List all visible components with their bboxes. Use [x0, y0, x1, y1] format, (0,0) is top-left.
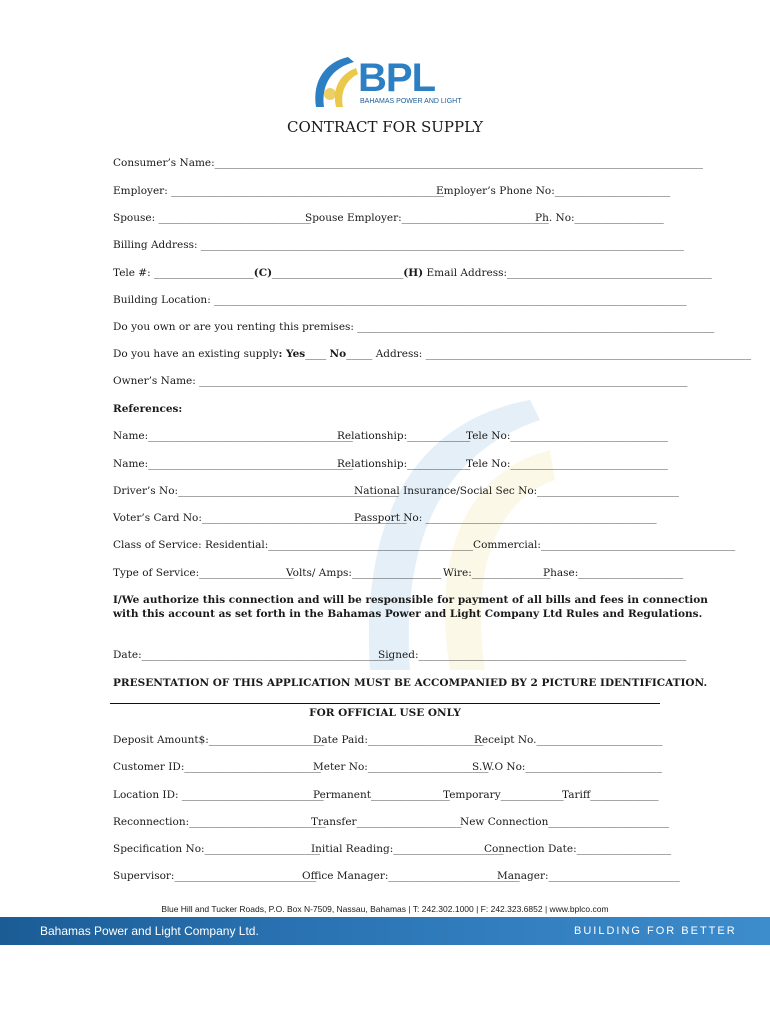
- tariff-field[interactable]: Tariff_____________: [562, 789, 659, 801]
- date-paid-field[interactable]: Date Paid:______________________: [313, 734, 484, 746]
- phase-field[interactable]: Phase:____________________: [543, 567, 684, 579]
- existing-no-label: No: [329, 348, 347, 360]
- authorization-text-line1: I/We authorize this connection and will be responsible for payment of all bills and fees in connection: [113, 594, 708, 606]
- transfer-field[interactable]: Transfer____________________: [311, 816, 462, 828]
- consumer-name-field[interactable]: Consumer’s Name:_____________________________________________________________________________________________: [113, 157, 703, 169]
- tele-row: [113, 266, 712, 280]
- swo-no-field[interactable]: S.W.O No:__________________________: [472, 761, 662, 773]
- signed-field[interactable]: Signed:___________________________________________________: [378, 649, 687, 661]
- passport-no-field[interactable]: Passport No: ____________________________________________: [354, 512, 657, 524]
- reference2-relationship-field[interactable]: Relationship:____________: [337, 458, 471, 470]
- existing-yes-label: : Yes: [278, 348, 306, 360]
- tele-home-label: (H): [403, 267, 424, 279]
- bpl-logo: [308, 54, 468, 110]
- reference1-tele-field[interactable]: Tele No:______________________________: [466, 430, 668, 442]
- class-residential-label: Class of Service: Residential:: [113, 539, 269, 551]
- spouse-field[interactable]: Spouse: _____________________________: [113, 212, 311, 224]
- type-of-service-field[interactable]: Type of Service:__________________: [113, 567, 294, 579]
- page-title: CONTRACT FOR SUPPLY: [286, 118, 484, 136]
- footer-company-name: Bahamas Power and Light Company Ltd.: [40, 924, 259, 938]
- reference2-tele-field[interactable]: Tele No:______________________________: [466, 458, 668, 470]
- logo-wordmark: BPL: [358, 56, 435, 100]
- building-location-field[interactable]: Building Location: __________________________________________________________________________________________: [113, 294, 687, 306]
- initial-reading-field[interactable]: Initial Reading:_____________________: [311, 843, 504, 855]
- office-manager-field[interactable]: Office Manager:_________________________: [302, 870, 520, 882]
- drivers-no-field[interactable]: Driver’s No:__________________________________________: [113, 485, 399, 497]
- permanent-field[interactable]: Permanent_______________: [313, 789, 450, 801]
- logo-swoosh-icon: [308, 54, 358, 110]
- reference1-name-field[interactable]: Name:_______________________________________: [113, 430, 353, 442]
- authorization-text-line2: with this account as set forth in the Bahamas Power and Light Company Ltd Rules and Regulations.: [113, 608, 703, 620]
- new-connection-field[interactable]: New Connection_______________________: [460, 816, 670, 828]
- existing-yes-field[interactable]: ____: [305, 348, 327, 360]
- reference2-name-field[interactable]: Name:_______________________________________: [113, 458, 353, 470]
- receipt-no-field[interactable]: Receipt No.________________________: [474, 734, 663, 746]
- tele-cell-field[interactable]: Tele #: ___________________: [113, 267, 254, 279]
- own-or-rent-field[interactable]: Do you own or are you renting this premises: ____________________________________________________________________: [113, 321, 715, 333]
- logo-tagline: BAHAMAS POWER AND LIGHT: [360, 98, 462, 105]
- meter-no-field[interactable]: Meter No:_______________________: [313, 761, 489, 773]
- national-insurance-field[interactable]: National Insurance/Social Sec No:___________________________: [354, 485, 679, 497]
- references-heading: References:: [113, 403, 183, 415]
- official-use-heading: FOR OFFICIAL USE ONLY: [309, 707, 461, 719]
- official-use-divider: [110, 703, 660, 704]
- presentation-notice: PRESENTATION OF THIS APPLICATION MUST BE ACCOMPANIED BY 2 PICTURE IDENTIFICATION.: [113, 677, 708, 689]
- reconnection-field[interactable]: Reconnection:__________________________: [113, 816, 326, 828]
- spouse-phone-field[interactable]: Ph. No:_________________: [535, 212, 664, 224]
- reference1-relationship-field[interactable]: Relationship:____________: [337, 430, 471, 442]
- voters-card-field[interactable]: Voter’s Card No:_______________________________________: [113, 512, 407, 524]
- class-residential-field[interactable]: _______________________________________: [268, 539, 474, 551]
- tele-home-field[interactable]: _________________________: [272, 267, 404, 279]
- billing-address-field[interactable]: Billing Address: ____________________________________________________________________________________________: [113, 239, 684, 251]
- footer-band: [0, 917, 770, 945]
- existing-supply-label: Do you have an existing supply: [113, 348, 279, 360]
- deposit-amount-field[interactable]: Deposit Amount$:______________________: [113, 734, 325, 746]
- spouse-employer-field[interactable]: Spouse Employer:____________________________: [305, 212, 549, 224]
- footer-address: Blue Hill and Tucker Roads, P.O. Box N-7509, Nassau, Bahamas | T: 242.302.1000 | F: 242.323.6852 | www.bplco.com: [161, 904, 609, 914]
- wire-field[interactable]: Wire:_______________: [443, 567, 551, 579]
- date-field[interactable]: Date:________________________________________________: [113, 649, 394, 661]
- footer-slogan: BUILDING FOR BETTER: [574, 925, 737, 937]
- existing-supply-row: [113, 347, 751, 361]
- volts-amps-field[interactable]: Volts/ Amps:_________________: [286, 567, 442, 579]
- location-id-field[interactable]: Location ID: ___________________________: [113, 789, 324, 801]
- specification-no-field[interactable]: Specification No:______________________: [113, 843, 321, 855]
- employer-phone-field[interactable]: Employer’s Phone No:______________________: [436, 185, 671, 197]
- employer-field[interactable]: Employer: ____________________________________________________: [113, 185, 445, 197]
- manager-field[interactable]: Manager:_________________________: [497, 870, 680, 882]
- tele-cell-label: (C): [253, 267, 273, 279]
- email-address-field[interactable]: Email Address:_______________________________________: [426, 267, 712, 279]
- connection-date-field[interactable]: Connection Date:__________________: [484, 843, 672, 855]
- customer-id-field[interactable]: Customer ID:__________________________: [113, 761, 321, 773]
- existing-address-field[interactable]: _____ Address: ______________________________________________________________: [346, 348, 752, 360]
- class-of-service-row: [113, 538, 735, 552]
- watermark-logo-graphic: [300, 380, 560, 680]
- class-commercial-label: Commercial:: [473, 539, 541, 551]
- owner-name-field[interactable]: Owner’s Name: _____________________________________________________________________________________________: [113, 375, 688, 387]
- temporary-field[interactable]: Temporary____________: [443, 789, 564, 801]
- class-commercial-field[interactable]: _____________________________________: [540, 539, 736, 551]
- supervisor-field[interactable]: Supervisor:___________________________: [113, 870, 317, 882]
